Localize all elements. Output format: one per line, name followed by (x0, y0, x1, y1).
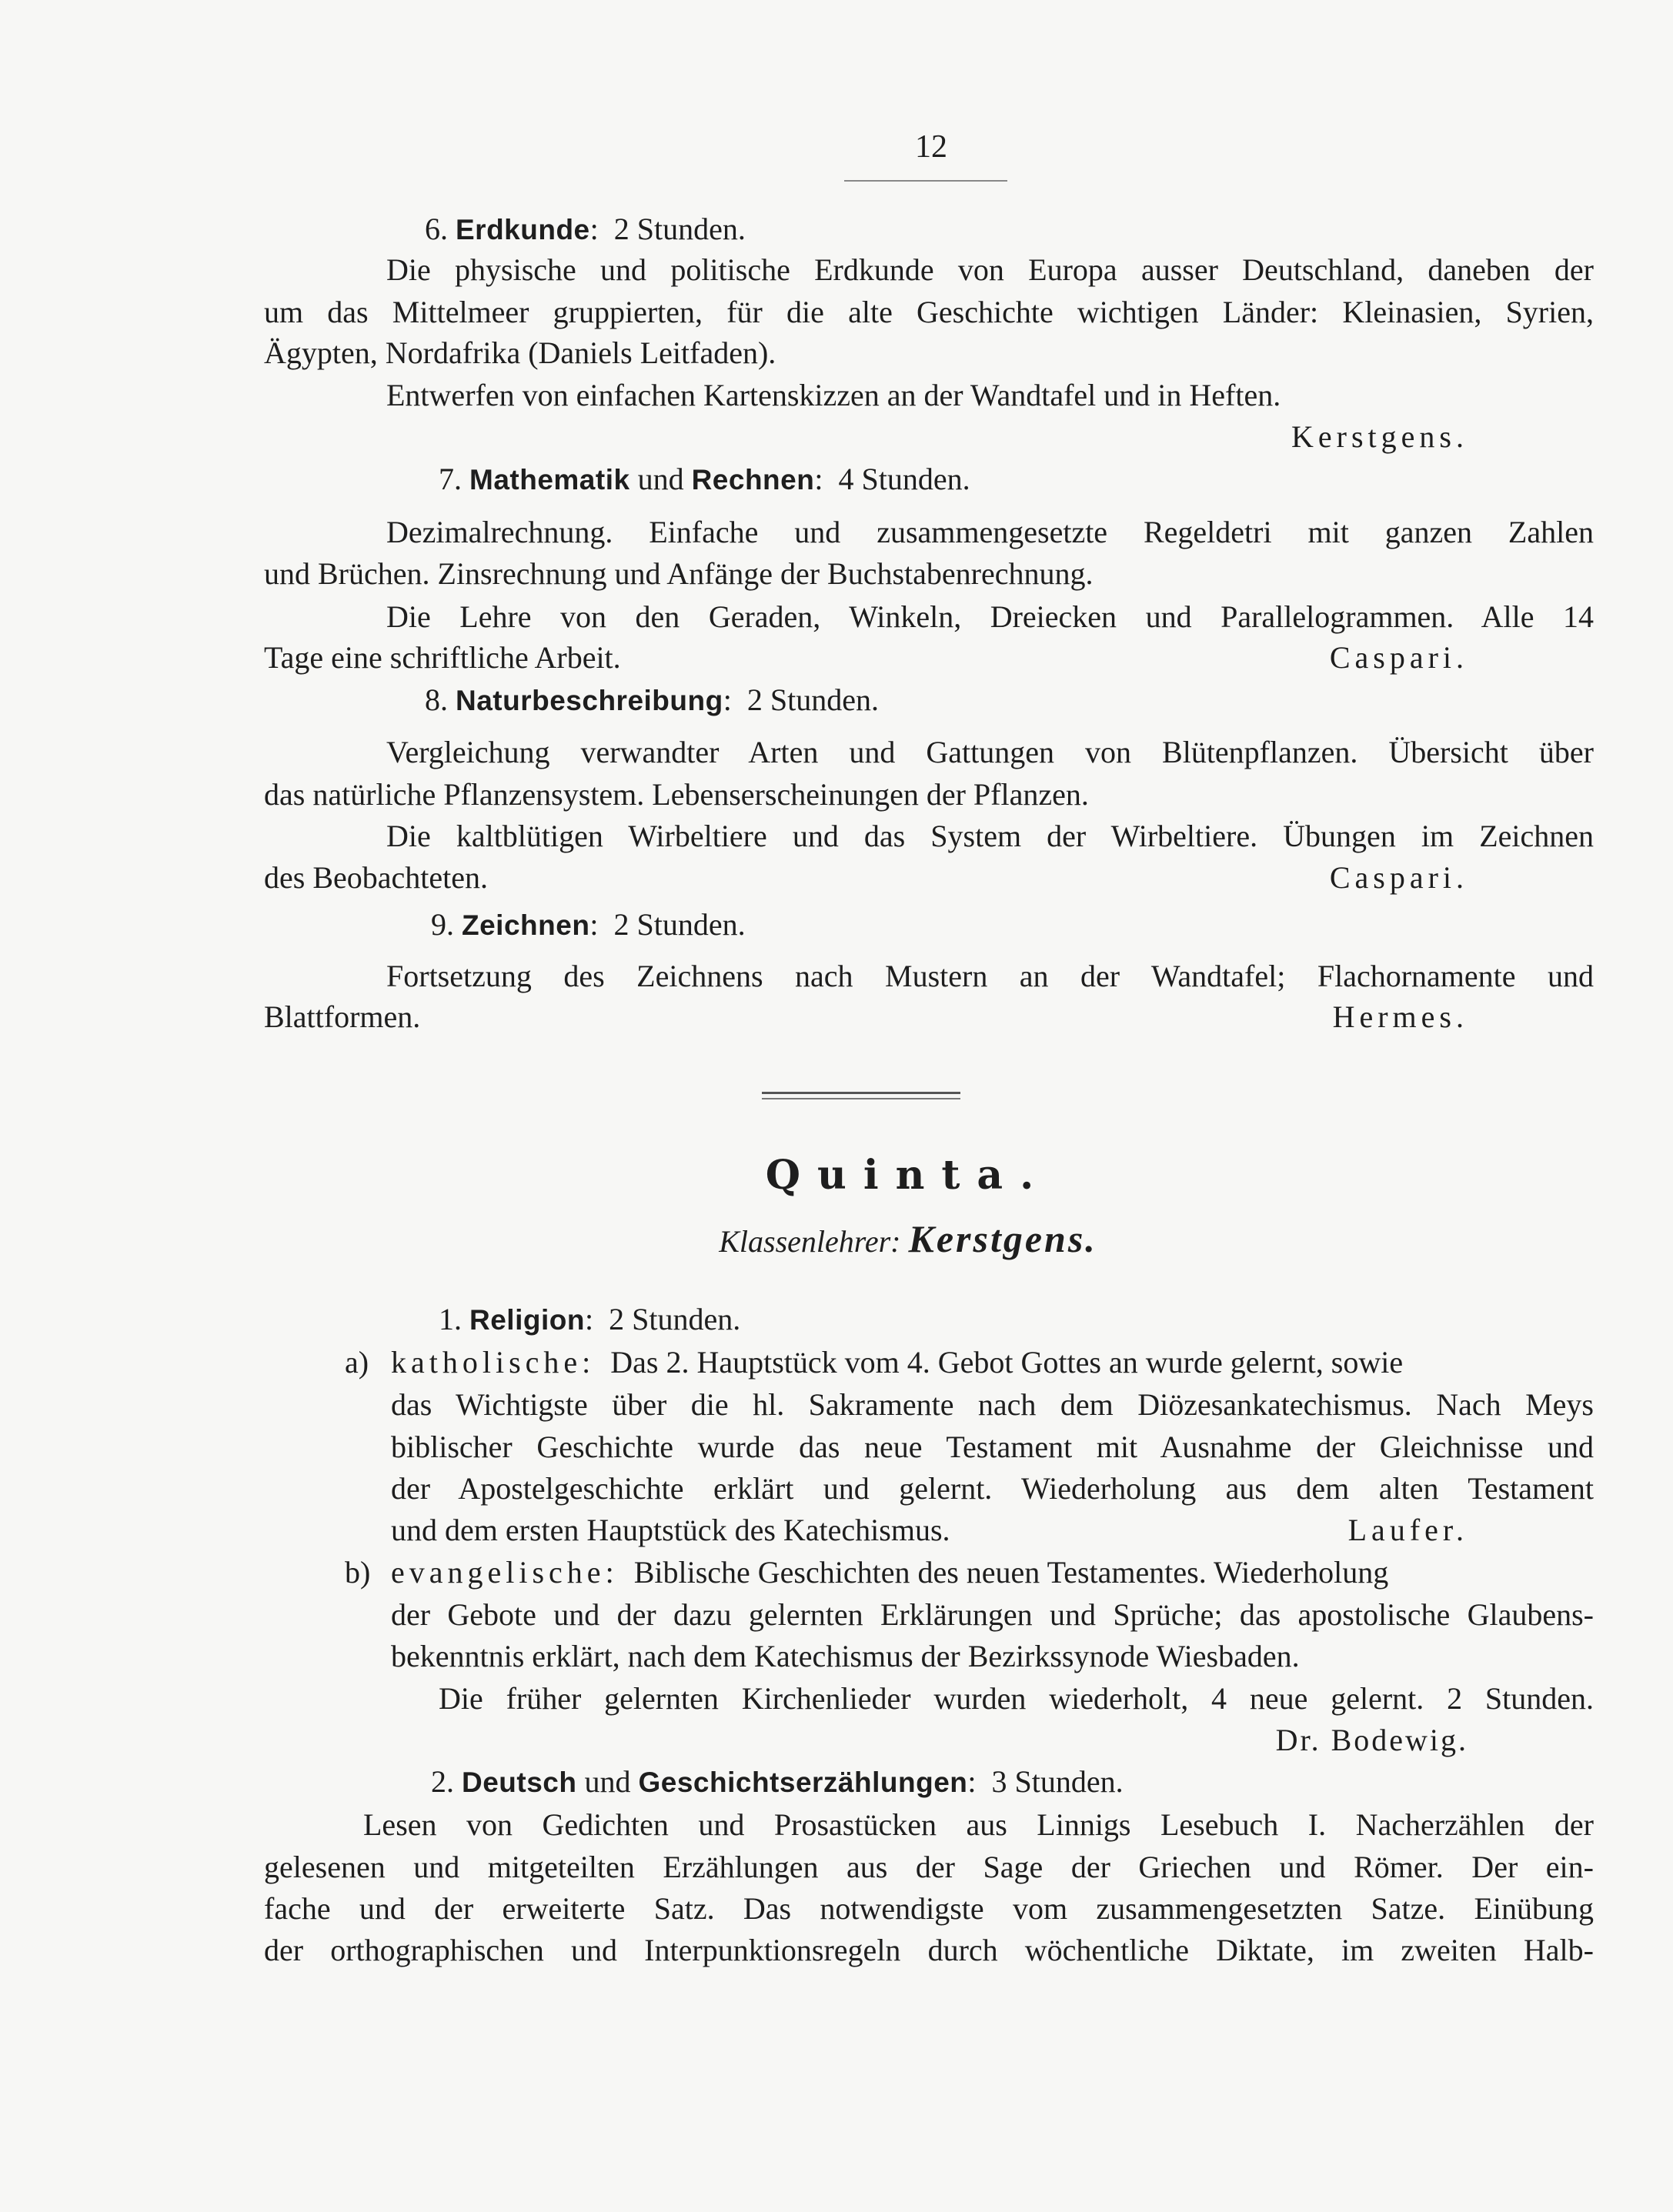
teacher-signature: Laufer. (1347, 1513, 1468, 1547)
religion-evangelisch-first-line: evangelische: Biblische Geschichten des neuen Testamentes. Wiederholung (391, 1555, 1389, 1590)
class-title: Quinta. (765, 1152, 1051, 1199)
section-heading-deutsch: 2. Deutsch und Geschichtserzählungen: 3 Stunden. (431, 1764, 1124, 1799)
paragraph-line: das Wichtigste über die hl. Sakramente nach dem Diözesankatechismus. Nach Meys (391, 1387, 1594, 1422)
section-heading-mathematik: 7. Mathematik und Rechnen: 4 Stunden. (439, 462, 970, 496)
paragraph-line: Blattformen. (264, 999, 421, 1034)
paragraph-line: Fortsetzung des Zeichnens nach Mustern an der Wandtafel; Flachornamente und (386, 959, 1594, 993)
class-teacher-name: Kerstgens. (908, 1217, 1097, 1260)
teacher-signature: Caspari. (1329, 860, 1468, 895)
teacher-signature: Kerstgens. (1291, 419, 1468, 454)
teacher-signature: Dr. Bodewig. (1275, 1723, 1468, 1757)
paragraph-line: und dem ersten Hauptstück des Katechismus. (391, 1513, 950, 1547)
section-heading-zeichnen: 9. Zeichnen: 2 Stunden. (431, 907, 746, 942)
paragraph-line: der Apostelgeschichte erklärt und gelernt. Wiederholung aus dem alten Testament (391, 1471, 1594, 1506)
paragraph-line: der Gebote und der dazu gelernten Erklärungen und Sprüche; das apostolische Glaubens- (391, 1597, 1594, 1632)
paragraph-line: und Brüchen. Zinsrechnung und Anfänge der Buchstabenrechnung. (264, 556, 1094, 591)
teacher-signature: Caspari. (1329, 640, 1468, 675)
section-heading-erdkunde: 6. Erdkunde: 2 Stunden. (425, 212, 746, 246)
paragraph-line: Entwerfen von einfachen Kartenskizzen an der Wandtafel und in Heften. (386, 378, 1281, 412)
header-rule (844, 180, 1007, 182)
paragraph-line: Die kaltblütigen Wirbeltiere und das System der Wirbeltiere. Übungen im Zeichnen (386, 819, 1594, 853)
paragraph-line: das natürliche Pflanzensystem. Lebenserscheinungen der Pflanzen. (264, 777, 1089, 812)
paragraph-line: Die physische und politische Erdkunde von Europa ausser Deutschland, daneben der (386, 252, 1594, 287)
paragraph-line: um das Mittelmeer gruppierten, für die alte Geschichte wichtigen Länder: Kleinasien, Syrien, (264, 295, 1594, 329)
class-teacher (600, 1217, 1216, 1263)
section-divider (762, 1098, 960, 1099)
religion-katholisch-first-line: katholische: Das 2. Hauptstück vom 4. Gebot Gottes an wurde gelernt, sowie (391, 1345, 1404, 1380)
paragraph-line: Vergleichung verwandter Arten und Gattungen von Blütenpflanzen. Übersicht über (386, 735, 1594, 769)
paragraph-line: fache und der erweiterte Satz. Das notwendigste vom zusammengesetzten Satze. Einübung (264, 1891, 1594, 1926)
class-teacher-label: Klassenlehrer: (719, 1224, 901, 1259)
item-label-b: b) (345, 1555, 371, 1590)
paragraph-line: des Beobachteten. (264, 860, 488, 895)
teacher-signature: Hermes. (1332, 999, 1468, 1034)
item-label-a: a) (345, 1345, 369, 1380)
section-heading-religion: 1. Religion: 2 Stunden. (439, 1302, 741, 1336)
section-heading-naturbeschreibung: 8. Naturbeschreibung: 2 Stunden. (425, 682, 879, 717)
paragraph-line: gelesenen und mitgeteilten Erzählungen aus der Sage der Griechen und Römer. Der ein- (264, 1850, 1594, 1884)
paragraph-line: Die Lehre von den Geraden, Winkeln, Dreiecken und Parallelogrammen. Alle 14 (386, 599, 1594, 634)
paragraph-line: Dezimalrechnung. Einfache und zusammengesetzte Regeldetri mit ganzen Zahlen (386, 515, 1594, 549)
paragraph-line: bekenntnis erklärt, nach dem Katechismus der Bezirkssynode Wiesbaden. (391, 1639, 1300, 1673)
paragraph-line: Lesen von Gedichten und Prosastücken aus Linnigs Lesebuch I. Nacherzählen der (363, 1807, 1594, 1842)
paragraph-line: biblischer Geschichte wurde das neue Testament mit Ausnahme der Gleichnisse und (391, 1430, 1594, 1464)
paragraph-line: Tage eine schriftliche Arbeit. (264, 640, 621, 675)
paragraph-line: Die früher gelernten Kirchenlieder wurden wiederholt, 4 neue gelernt. 2 Stunden. (439, 1681, 1594, 1716)
paragraph-line: Ägypten, Nordafrika (Daniels Leitfaden). (264, 335, 776, 370)
page-number: 12 (915, 129, 947, 165)
section-divider (762, 1092, 960, 1094)
paragraph-line: der orthographischen und Interpunktionsregeln durch wöchentliche Diktate, im zweiten Halb- (264, 1933, 1594, 1967)
